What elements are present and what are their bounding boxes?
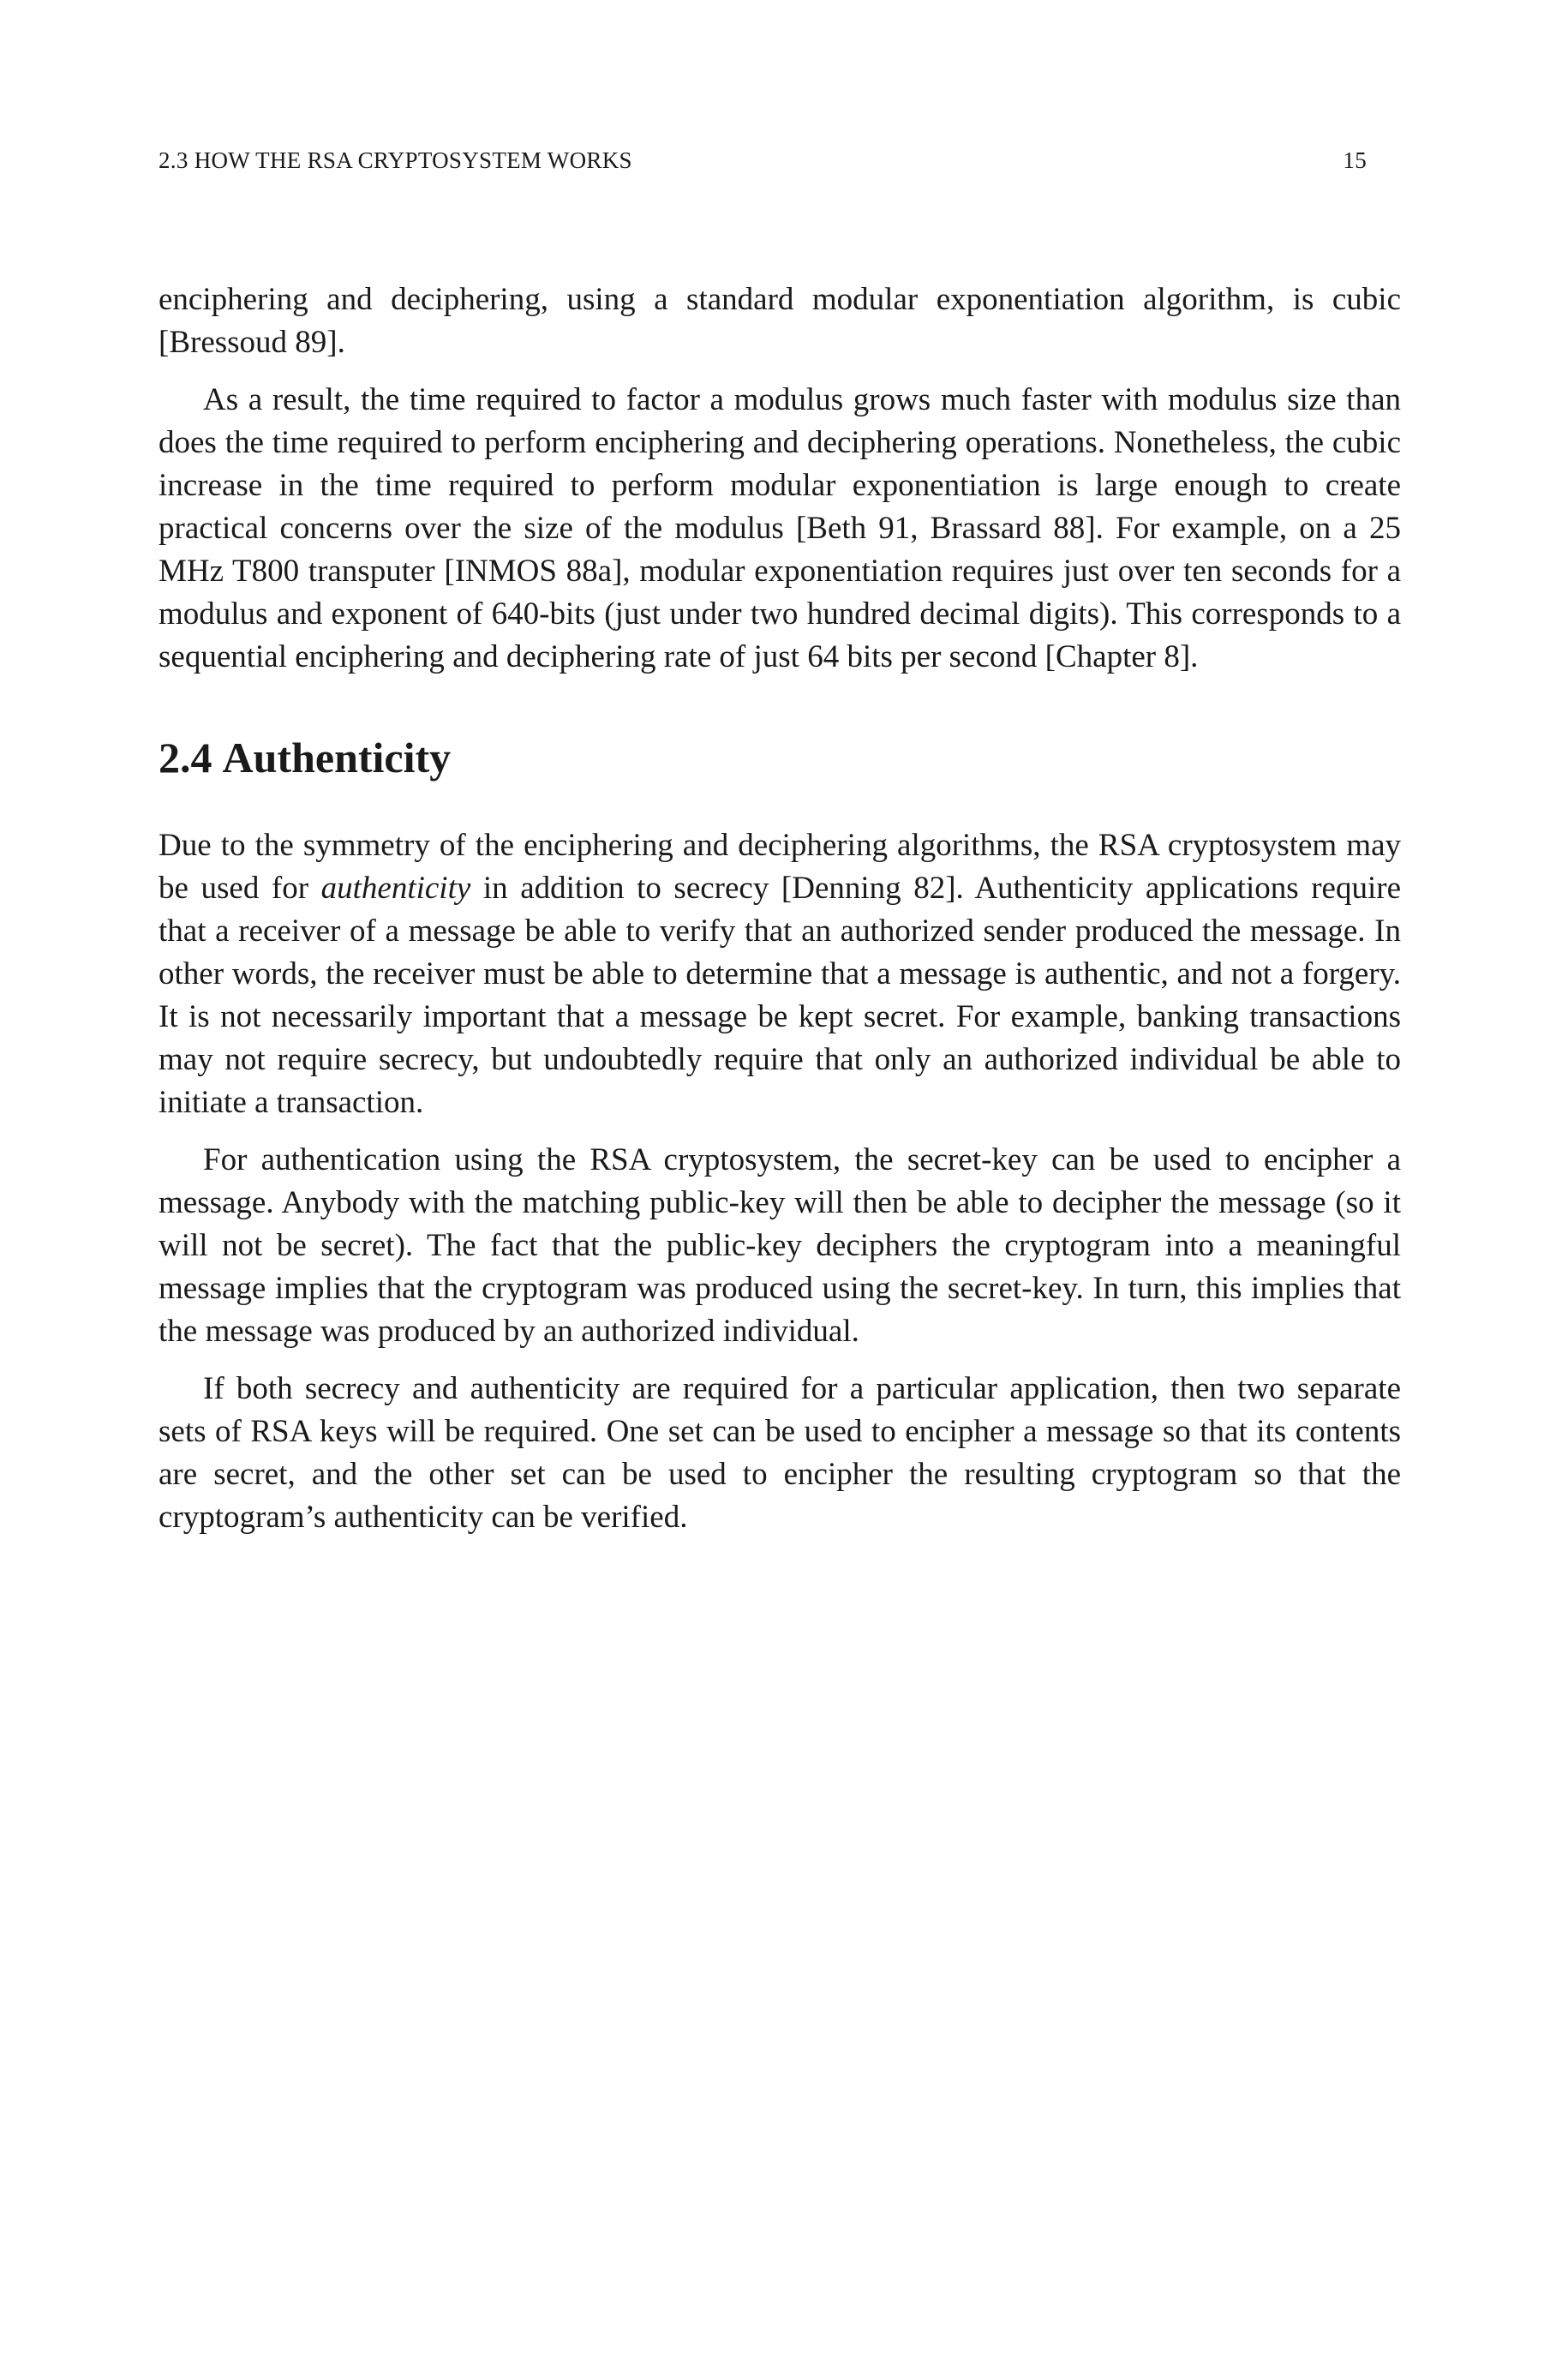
section-title: Authenticity <box>222 734 452 782</box>
paragraph-modulus-size: As a result, the time required to factor a modulus grows much faster with modulus size than does the time required to perform enciphering and deciphering operations. Nonetheless, the cubic increase in the time required to perform modular exponentiation is large enough to create practical concerns over the size of the modulus [Beth 91, Brassard 88]. For example, on a 25 MHz T800 transputer [INMOS 88a], modular exponentiation requires just over ten seconds for a modulus and exponent of 640-bits (just under two hundred decimal digits). This corresponds to a sequential enciphering and deciphering rate of just 64 bits per second [Chapter 8]. <box>159 382 1401 674</box>
body-text <box>159 279 1401 1554</box>
section-number: 2.4 <box>159 734 212 782</box>
paragraph-authenticity-intro <box>159 824 1401 1124</box>
page-number: 15 <box>1343 147 1367 173</box>
paragraph-two-key-sets: If both secrecy and authenticity are required for a particular application, then two separate sets of RSA keys will be required. One set can be used to encipher a message so that its contents are secret, and the other set can be used to encipher the resulting cryptogram so that the cryptogram’s authenticity can be verified. <box>159 1371 1401 1535</box>
running-head-title: 2.3 HOW THE RSA CRYPTOSYSTEM WORKS <box>159 147 632 173</box>
paragraph-authenticity-text-2: in addition to secrecy [Denning 82]. Authenticity applications require that a receiver of a message be able to verify that an authorized sender produced the message. In other words, the receiver must be able to determine that a message is authentic, and not a forgery. It is not necessarily important that a message be kept secret. For example, banking transactions may not require secrecy, but undoubtedly require that only an authorized individual be able to initiate a transaction. <box>159 871 1401 1120</box>
paragraph-authenticity-text-1: Due to the symmetry of the enciphering and deciphering algorithms, the RSA cryptosystem may be used for <box>159 828 1401 906</box>
section-heading <box>159 732 1401 783</box>
running-head <box>159 147 1367 182</box>
paragraph-authentication-method: For authentication using the RSA cryptosystem, the secret-key can be used to encipher a message. Anybody with the matching public-key will then be able to decipher the message (so it will not be secret). The fact that the public-key deciphers the cryptogram into a meaningful message implies that the cryptogram was produced using the secret-key. In turn, this implies that the message was produced by an authorized individual. <box>159 1142 1401 1349</box>
paragraph-continuation: enciphering and deciphering, using a standard modular exponentiation algorithm, is cubic [Bressoud 89]. <box>159 282 1401 360</box>
emphasis-authenticity: authenticity <box>320 871 471 906</box>
